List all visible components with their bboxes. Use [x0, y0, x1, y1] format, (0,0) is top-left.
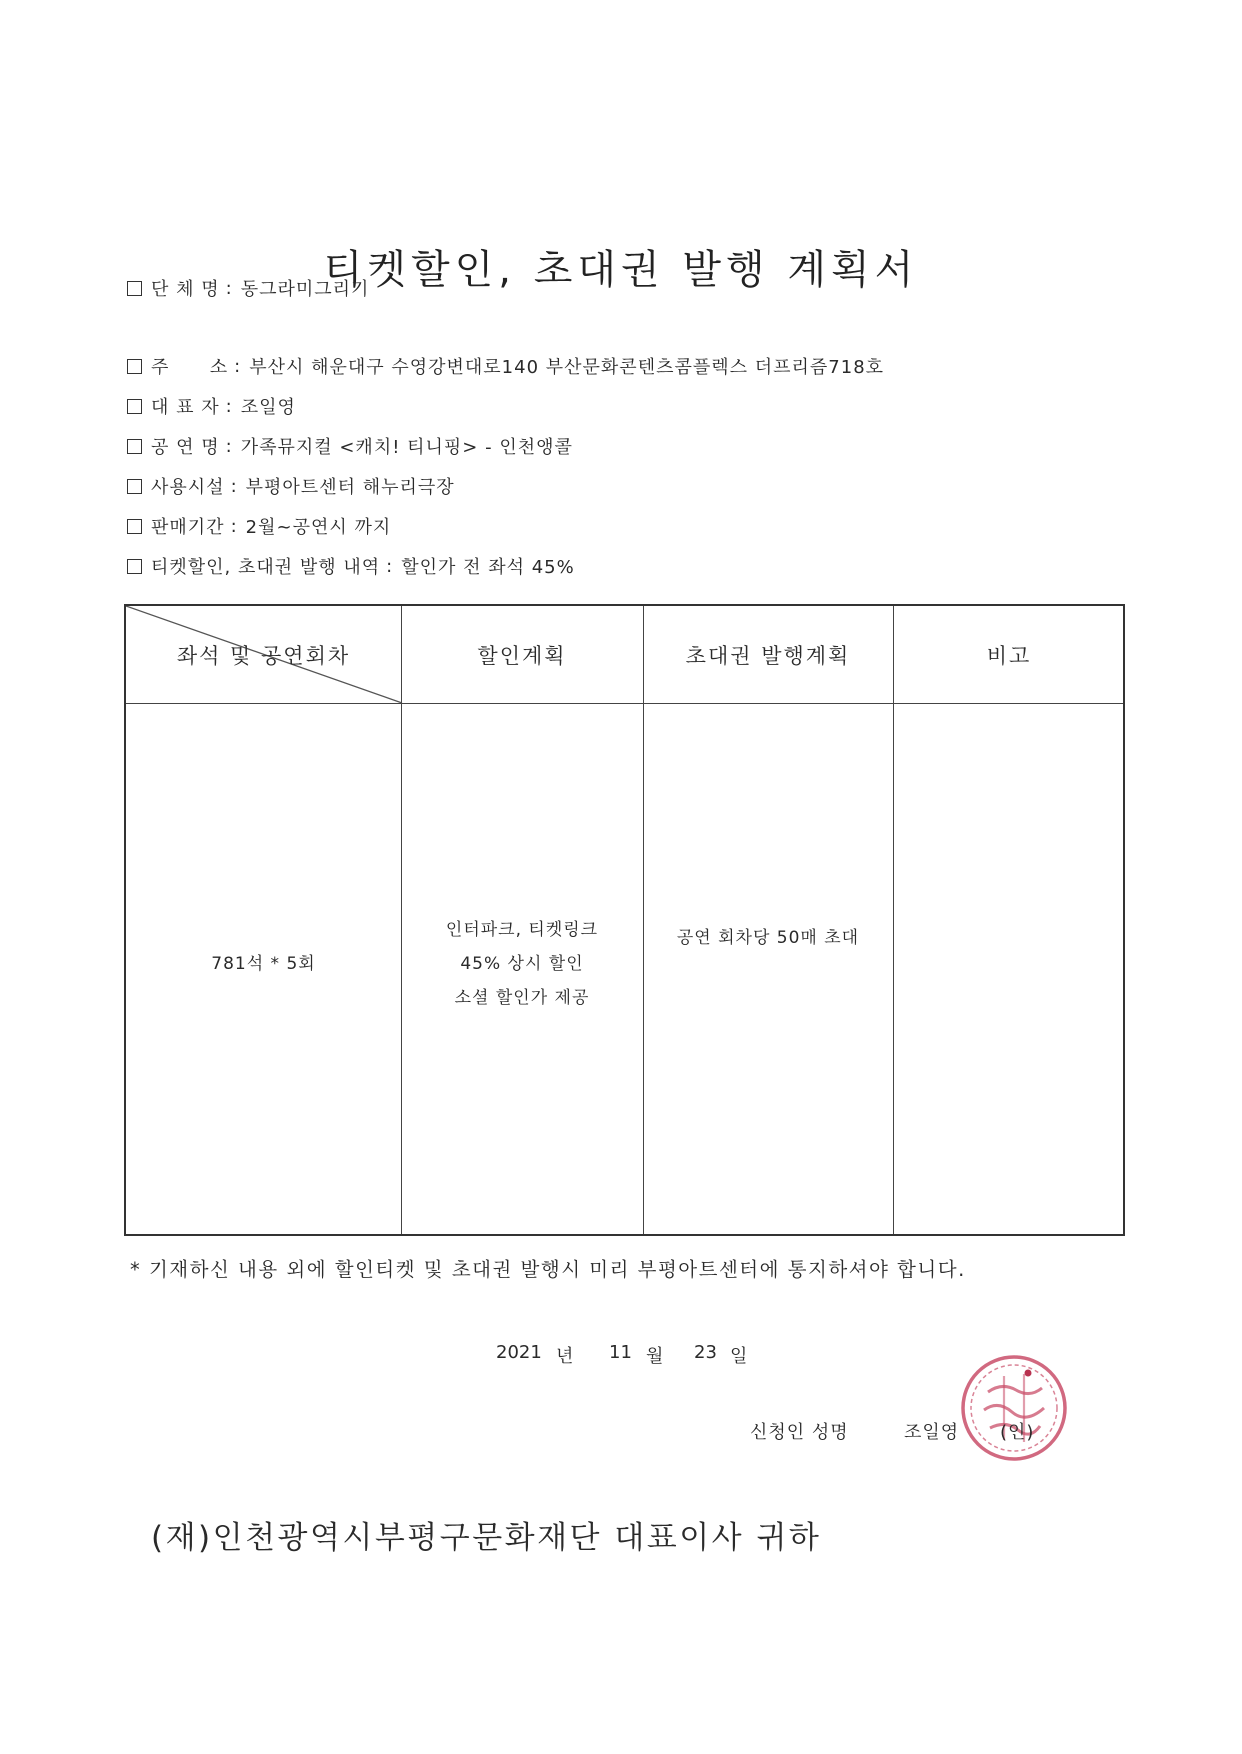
- date-year: 2021: [496, 1342, 542, 1363]
- field-label: 사용시설: [151, 477, 225, 498]
- field-label: 티켓할인, 초대권 발행 내역: [151, 557, 381, 578]
- cell-invitation-plan: [643, 703, 893, 1234]
- field-label: 판매기간: [151, 517, 225, 538]
- checkbox-icon: [127, 359, 142, 374]
- checkbox-icon: [127, 399, 142, 414]
- cell-remarks: [893, 703, 1125, 1234]
- date-day: 23: [694, 1342, 717, 1363]
- discount-line: 인터파크, 티켓링크: [445, 919, 599, 940]
- field-value: 2월~공연시 까지: [245, 517, 392, 538]
- applicant-seal-mark: (인): [1000, 1422, 1035, 1443]
- cell-seats: [126, 703, 401, 1234]
- field-colon: :: [386, 555, 394, 577]
- field-value: 부평아트센터 해누리극장: [245, 477, 455, 498]
- header-discount-plan: 할인계획: [477, 643, 567, 668]
- discount-line: 소셜 할인가 제공: [454, 987, 590, 1008]
- field-organization: [127, 275, 369, 301]
- cell-discount-plan: [401, 703, 643, 1234]
- applicant-name: 조일영: [904, 1422, 960, 1443]
- checkbox-icon: [127, 519, 142, 534]
- checkbox-icon: [127, 281, 142, 296]
- header-seats: 좌석 및 공연회차: [176, 643, 351, 668]
- plan-table: [124, 604, 1125, 1236]
- field-value: 조일영: [240, 397, 296, 418]
- field-performance: [127, 433, 573, 459]
- field-label: 단 체 명: [151, 279, 220, 300]
- header-invitation-plan: 초대권 발행계획: [685, 643, 851, 668]
- field-value: 동그라미그리기: [240, 279, 370, 300]
- discount-line: 45% 상시 할인: [460, 953, 584, 974]
- field-facility: [127, 473, 455, 499]
- field-label: 대 표 자: [151, 397, 220, 418]
- addressee: (재)인천광역시부평구문화재단 대표이사 귀하: [151, 1520, 822, 1556]
- checkbox-icon: [127, 439, 142, 454]
- field-colon: :: [234, 355, 242, 377]
- field-colon: :: [230, 475, 238, 497]
- date-month: 11: [609, 1342, 632, 1363]
- field-sales-period: [127, 513, 391, 539]
- checkbox-icon: [127, 559, 142, 574]
- field-value: 가족뮤지컬 <캐치! 티니핑> - 인천앵콜: [240, 437, 573, 458]
- seats-value: 781석 * 5회: [211, 953, 316, 974]
- header-remarks: 비고: [986, 643, 1032, 668]
- notice-text: * 기재하신 내용 외에 할인티켓 및 초대권 발행시 미리 부평아트센터에 통지하셔야 합니다.: [130, 1258, 966, 1281]
- field-label: 공 연 명: [151, 437, 220, 458]
- date-day-unit: 일: [730, 1346, 748, 1367]
- field-value: 부산시 해운대구 수영강변대로140 부산문화콘텐츠콤플렉스 더프리즘718호: [249, 357, 885, 378]
- field-representative: [127, 393, 296, 419]
- checkbox-icon: [127, 479, 142, 494]
- field-colon: :: [225, 395, 233, 417]
- field-label: 주 소: [151, 357, 229, 378]
- field-value: 할인가 전 좌석 45%: [401, 557, 575, 578]
- date-month-unit: 월: [646, 1346, 664, 1367]
- field-issuance-details: [127, 553, 575, 579]
- field-colon: :: [225, 277, 233, 299]
- invitation-value: 공연 회차당 50매 초대: [676, 927, 860, 948]
- document-title: 티켓할인, 초대권 발행 계획서: [323, 247, 919, 293]
- field-address: [127, 353, 884, 379]
- field-colon: :: [230, 515, 238, 537]
- official-seal-icon: [958, 1352, 1070, 1464]
- applicant-label: 신청인 성명: [750, 1422, 849, 1443]
- date-year-unit: 년: [556, 1346, 574, 1367]
- field-colon: :: [225, 435, 233, 457]
